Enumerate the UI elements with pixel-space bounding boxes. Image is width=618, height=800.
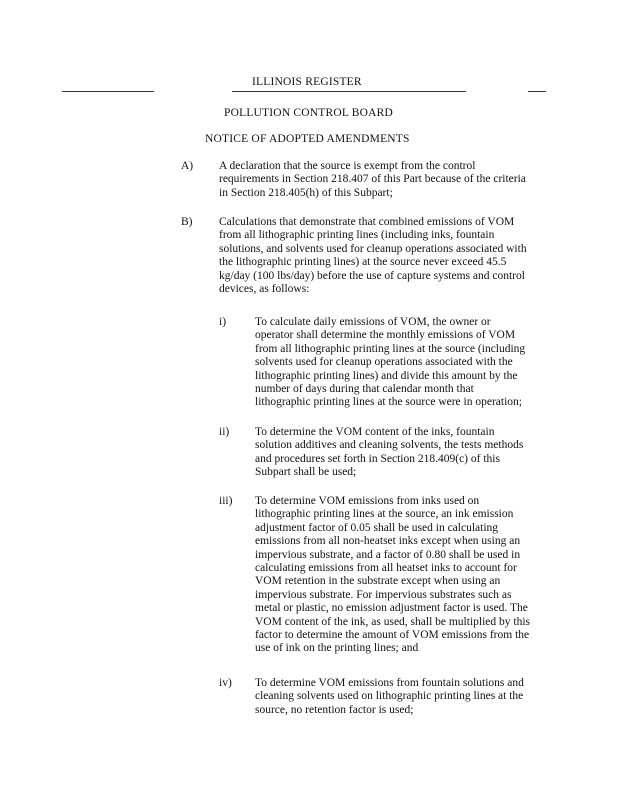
subitem-iii-label: iii): [219, 495, 233, 507]
notice-title: NOTICE OF ADOPTED AMENDMENTS: [205, 133, 410, 145]
subitem-i-label: i): [219, 316, 227, 328]
item-a-text: A declaration that the source is exempt from the control requirements in Section 218.407 of this Part because of the criteria in Section 218.405(h) of this Subpart;: [219, 160, 526, 199]
board-title: POLLUTION CONTROL BOARD: [224, 107, 394, 119]
item-b-text: Calculations that demonstrate that combined emissions of VOM from all lithographic printing lines (including inks, fountain solutions, and solvents used for cleanup operations associated with the lithographic printing lines) at the source never exceed 45.5 kg/day (100 lbs/day) before the use of capture systems and control devices, as follows:: [219, 216, 527, 296]
header-rule-left: [62, 91, 154, 92]
item-b-label: B): [181, 216, 193, 228]
subitem-iv-text: To determine VOM emissions from fountain solutions and cleaning solvents used on lithographic printing lines at the source, no retention factor is used;: [255, 677, 524, 716]
subitem-iv-label: iv): [219, 677, 232, 689]
header-rule-right: [528, 91, 546, 92]
subitem-ii-label: ii): [219, 426, 230, 438]
item-a-label: A): [181, 160, 194, 172]
header-rule-center: [232, 91, 466, 92]
subitem-i-text: To calculate daily emissions of VOM, the owner or operator shall determine the monthly emissions of VOM from all lithographic printing lines at the source (including solvents used for cleanup operations associated with the lithographic printing lines) and divide this amount by the number of days during that calendar month that lithographic printing lines at the source were in operation;: [255, 316, 526, 409]
subitem-ii-text: To determine the VOM content of the inks, fountain solution additives and cleaning solvents, the tests methods and procedures set forth in Section 218.409(c) of this Subpart shall be used;: [255, 426, 524, 479]
subitem-iii-text: To determine VOM emissions from inks used on lithographic printing lines at the source, an ink emission adjustment factor of 0.05 shall be used in calculating emissions from all non-heatset inks except when using an impervious substrate, and a factor of 0.80 shall be used in calculating emissions from all heatset inks to account for VOM retention in the substrate except when using an impervious substrate. For impervious substrates such as metal or plastic, no emission adjustment factor is used. The VOM content of the ink, as used, shall be multiplied by this factor to determine the amount of VOM emissions from the use of ink on the printing lines; and: [255, 495, 531, 655]
register-title: ILLINOIS REGISTER: [252, 76, 362, 88]
